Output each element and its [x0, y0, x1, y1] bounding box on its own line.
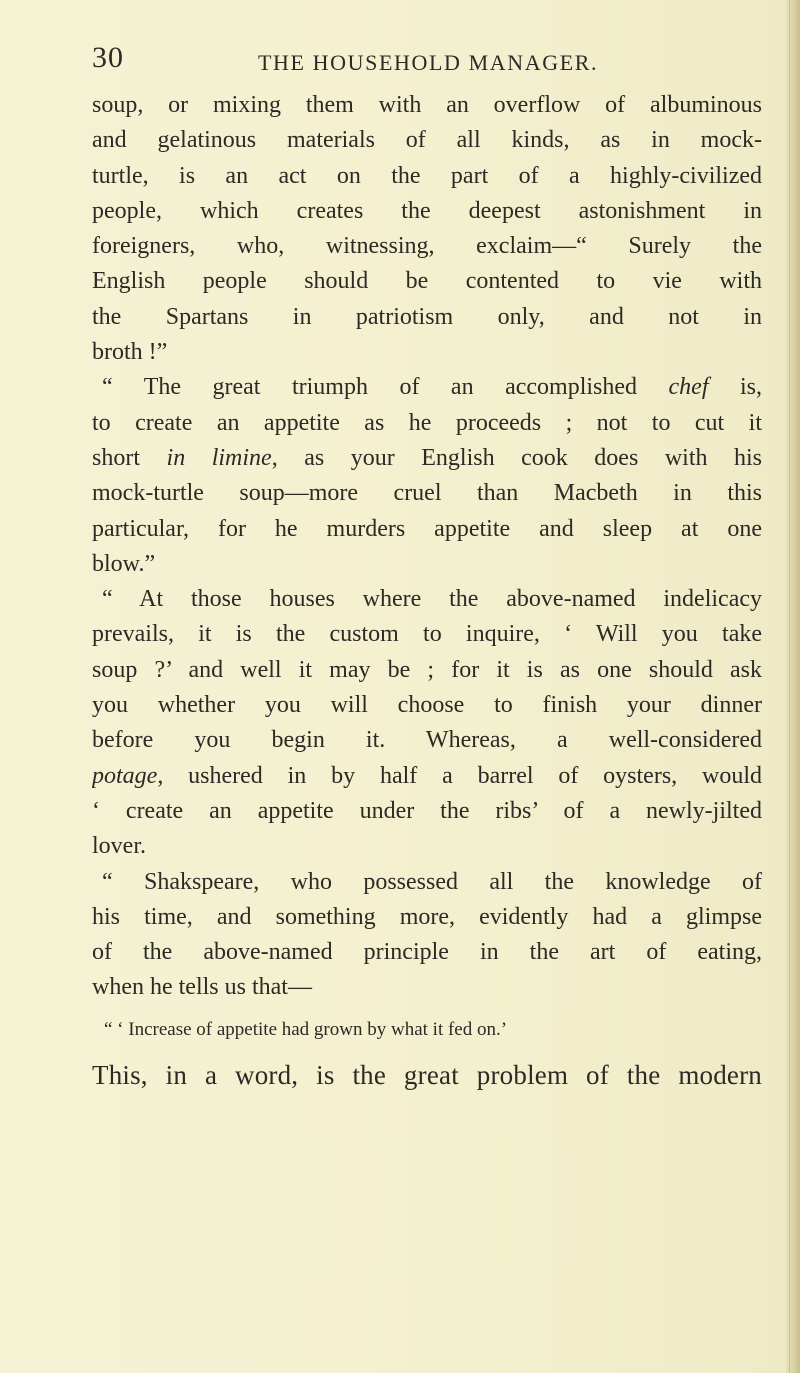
text-line: soup ?’ and well it may be ; for it is as one should ask	[92, 656, 762, 683]
page-number: 30	[92, 41, 124, 74]
text-line: and gelatinous materials of all kinds, as in mock-	[92, 127, 762, 154]
text-line: to create an appetite as he proceeds ; not to cut it	[92, 409, 762, 436]
running-head: THE HOUSEHOLD MANAGER.	[258, 50, 599, 75]
text-line: soup, or mixing them with an overflow of albuminous	[92, 92, 762, 118]
page-header	[92, 40, 782, 84]
text-line	[92, 759, 762, 794]
text-line: “ At those houses where the above-named indelicacy	[102, 586, 762, 613]
text-line: his time, and something more, evidently had a glimpse	[92, 903, 762, 930]
body-text	[92, 88, 762, 1098]
text-line: lover.	[92, 833, 146, 860]
text-line	[92, 370, 762, 405]
text-line: “ Shakspeare, who possessed all the knowledge of	[102, 868, 762, 895]
text-fragment: “ The great triumph of an accomplished	[102, 374, 669, 401]
text-line	[92, 441, 762, 476]
block-quote: “ ‘ Increase of appetite had grown by what it fed on.’	[104, 1018, 508, 1040]
text-line: blow.”	[92, 550, 156, 577]
text-line: you whether you will choose to finish your dinner	[92, 692, 762, 719]
page-edge-line	[789, 0, 790, 1373]
text-line: prevails, it is the custom to inquire, ‘ Will you take	[92, 621, 762, 648]
text-fragment: is,	[708, 374, 762, 401]
text-line: before you begin it. Whereas, a well-considered	[92, 727, 762, 754]
text-line: particular, for he murders appetite and sleep at one	[92, 515, 762, 542]
text-line: foreigners, who, witnessing, exclaim—“ Surely the	[92, 233, 762, 260]
text-line: ‘ create an appetite under the ribs’ of a newly-jilted	[92, 797, 762, 824]
text-fragment: , as your English cook does with his	[271, 444, 762, 471]
text-fragment: short	[92, 444, 167, 471]
italic-phrase: in limine	[166, 444, 272, 471]
text-line: turtle, is an act on the part of a highly-civilized	[92, 162, 762, 189]
text-line: This, in a word, is the great problem of the modern	[92, 1059, 762, 1090]
text-line: of the above-named principle in the art of eating,	[92, 939, 762, 966]
italic-word: chef	[668, 374, 709, 401]
text-line: people, which creates the deepest astonishment in	[92, 197, 762, 224]
text-line: mock-turtle soup—more cruel than Macbeth in this	[92, 480, 762, 507]
text-line: broth !”	[92, 339, 168, 366]
text-line: the Spartans in patriotism only, and not in	[92, 303, 762, 330]
italic-word: potage	[92, 762, 158, 789]
text-line: when he tells us that—	[92, 974, 312, 1001]
text-fragment: , ushered in by half a barrel of oysters, would	[157, 762, 762, 789]
text-line: English people should be contented to vie with	[92, 268, 762, 295]
